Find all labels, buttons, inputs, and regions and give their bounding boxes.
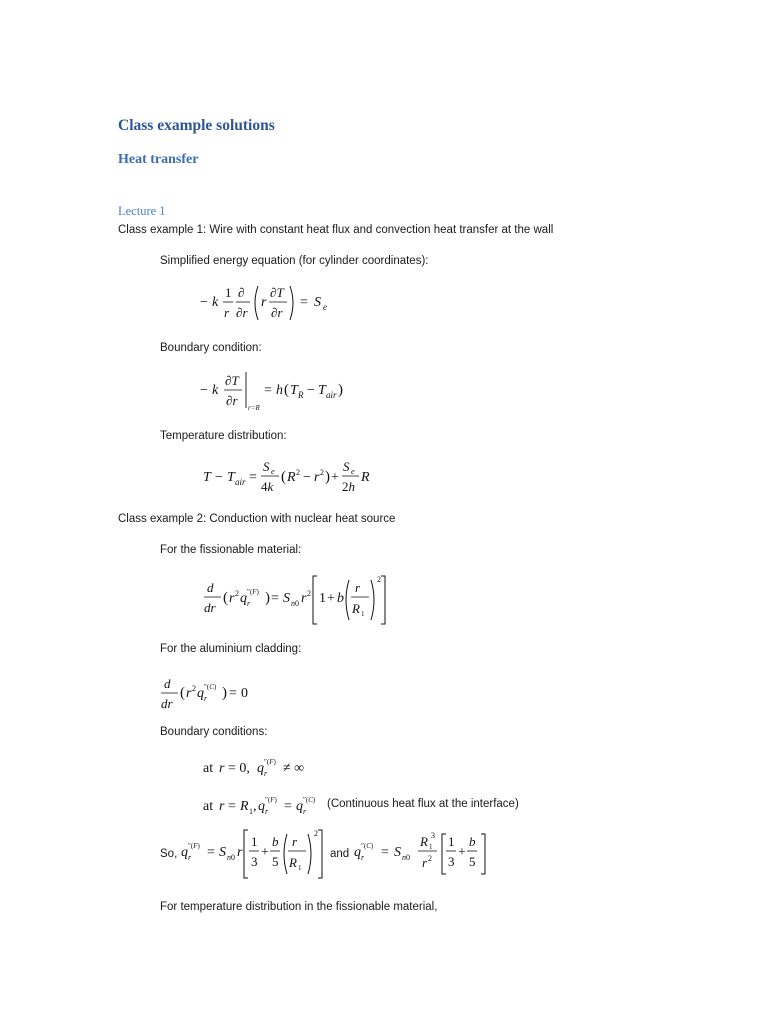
- svg-text:b: b: [272, 834, 279, 849]
- and-label: and: [330, 848, 350, 860]
- svg-text:1: 1: [319, 591, 326, 606]
- svg-text:b: b: [337, 591, 344, 606]
- svg-text:r: r: [247, 599, 251, 608]
- svg-text:2: 2: [314, 829, 318, 838]
- svg-text:5: 5: [469, 854, 476, 869]
- svg-text:air: air: [326, 390, 337, 400]
- svg-text:″(F): ″(F): [188, 842, 200, 850]
- svg-text:R: R: [352, 601, 360, 616]
- boundary-condition-label: Boundary condition:: [160, 342, 262, 354]
- temperature-distribution-equation: [203, 455, 383, 505]
- svg-text:dr: dr: [161, 696, 173, 711]
- svg-text:+: +: [261, 845, 269, 860]
- svg-text:∂T: ∂T: [270, 285, 284, 300]
- svg-text:−: −: [215, 470, 223, 485]
- svg-text:): ): [325, 469, 330, 485]
- svg-text:q: q: [240, 591, 247, 606]
- heat-flux-cladding-solution: [354, 826, 494, 882]
- svg-text:r: r: [229, 591, 235, 606]
- svg-text:1: 1: [361, 610, 365, 618]
- svg-text:R: R: [298, 390, 304, 400]
- svg-text:S: S: [219, 845, 226, 860]
- svg-text:=: =: [381, 845, 389, 860]
- svg-text:1: 1: [249, 807, 253, 816]
- svg-text:2: 2: [377, 575, 381, 584]
- energy-equation-label: Simplified energy equation (for cylinder coordinates):: [160, 255, 429, 267]
- svg-text:S: S: [343, 459, 350, 474]
- svg-text:+: +: [458, 845, 466, 860]
- svg-text:0: 0: [241, 686, 248, 701]
- svg-text:b: b: [469, 834, 476, 849]
- example-2-title: Class example 2: Conduction with nuclear heat source: [118, 513, 396, 525]
- svg-text:+: +: [331, 470, 339, 485]
- svg-text:T: T: [227, 470, 235, 485]
- svg-text:″(C): ″(C): [204, 683, 217, 691]
- svg-text:−: −: [303, 470, 311, 485]
- example-1-title: Class example 1: Wire with constant heat flux and convection heat transfer at the wall: [118, 224, 554, 236]
- svg-text:∂r: ∂r: [271, 305, 283, 320]
- section-heading: Heat transfer: [118, 152, 199, 167]
- svg-text:q: q: [354, 845, 361, 860]
- svg-text:n0: n0: [402, 853, 410, 862]
- svg-text:e: e: [351, 467, 355, 476]
- svg-text:T: T: [318, 383, 326, 398]
- svg-text:2: 2: [296, 468, 300, 477]
- svg-text:2: 2: [192, 684, 196, 693]
- svg-text:T: T: [290, 383, 298, 398]
- svg-text:″(F): ″(F): [247, 588, 259, 596]
- svg-text:n0: n0: [291, 599, 299, 608]
- svg-text:+: +: [327, 591, 335, 606]
- fissionable-material-label: For the fissionable material:: [160, 544, 302, 556]
- svg-text:q: q: [197, 686, 204, 701]
- svg-text:=: =: [249, 470, 257, 485]
- svg-text:S: S: [283, 591, 290, 606]
- boundary-condition-1: [203, 754, 313, 778]
- svg-text:(: (: [281, 469, 286, 485]
- svg-text:R: R: [240, 799, 249, 814]
- heat-flux-fissionable-solution: [179, 826, 329, 882]
- svg-text:e: e: [271, 467, 275, 476]
- svg-text:−: −: [200, 383, 208, 398]
- svg-text:≠ ∞: ≠ ∞: [283, 761, 305, 776]
- svg-text:r: r: [355, 580, 361, 595]
- svg-text:r: r: [188, 853, 192, 862]
- svg-text:n0: n0: [227, 853, 235, 862]
- svg-text:=: =: [207, 845, 215, 860]
- svg-text:k: k: [212, 295, 219, 310]
- svg-text:r: r: [224, 305, 230, 320]
- svg-text:−: −: [307, 383, 315, 398]
- so-label: So,: [160, 848, 178, 860]
- svg-text:=: =: [271, 591, 279, 606]
- svg-text:(: (: [223, 590, 228, 606]
- svg-text:h: h: [276, 383, 283, 398]
- aluminium-cladding-label: For the aluminium cladding:: [160, 643, 302, 655]
- temperature-distribution-fissionable-label: For temperature distribution in the fissionable material,: [160, 901, 438, 913]
- svg-text:2h: 2h: [342, 479, 355, 494]
- svg-text:2: 2: [307, 589, 311, 598]
- svg-text:4k: 4k: [261, 479, 274, 494]
- boundary-conditions-label: Boundary conditions:: [160, 726, 268, 738]
- svg-text:q: q: [296, 799, 303, 814]
- svg-text:=: =: [229, 686, 237, 701]
- svg-text:r: r: [361, 853, 365, 862]
- svg-text:S: S: [263, 459, 270, 474]
- svg-text:=: =: [264, 383, 272, 398]
- svg-text:3: 3: [251, 854, 258, 869]
- svg-text:″(F): ″(F): [264, 758, 276, 766]
- svg-text:= 0,: = 0,: [228, 761, 250, 776]
- svg-text:r: r: [186, 686, 192, 701]
- svg-text:R: R: [420, 834, 428, 849]
- svg-text:r: r: [422, 855, 428, 870]
- boundary-condition-equation: [200, 366, 360, 416]
- svg-text:(: (: [180, 685, 185, 701]
- svg-text:at: at: [203, 761, 214, 776]
- svg-text:,: ,: [253, 799, 257, 814]
- svg-text:e: e: [323, 302, 327, 312]
- svg-text:2: 2: [320, 468, 324, 477]
- svg-text:): ): [265, 590, 270, 606]
- svg-text:at: at: [203, 799, 214, 814]
- svg-text:r: r: [265, 807, 269, 816]
- svg-text:1: 1: [251, 834, 258, 849]
- subsection-heading: Lecture 1: [118, 204, 166, 218]
- svg-text:R: R: [287, 470, 296, 485]
- svg-text:): ): [338, 382, 343, 398]
- svg-text:″(F): ″(F): [265, 796, 277, 804]
- svg-text:q: q: [258, 799, 265, 814]
- svg-text:r: r: [314, 470, 320, 485]
- boundary-condition-2: [203, 792, 328, 816]
- svg-text:r=R: r=R: [248, 404, 260, 412]
- svg-text:r: r: [292, 834, 298, 849]
- svg-text:=: =: [300, 295, 308, 310]
- aluminium-cladding-equation: [160, 670, 260, 714]
- continuous-heat-flux-note: (Continuous heat flux at the interface): [327, 798, 519, 810]
- svg-text:″(C): ″(C): [361, 842, 374, 850]
- svg-text:3: 3: [431, 831, 435, 840]
- svg-text:r: r: [237, 845, 243, 860]
- svg-text:S: S: [314, 295, 321, 310]
- svg-text:∂T: ∂T: [225, 373, 239, 388]
- svg-text:d: d: [164, 676, 171, 691]
- svg-text:∂: ∂: [238, 285, 245, 300]
- svg-text:r: r: [219, 799, 225, 814]
- svg-text:r: r: [264, 769, 268, 778]
- energy-equation: [200, 278, 360, 328]
- svg-text:(: (: [284, 382, 289, 398]
- svg-text:1: 1: [429, 843, 433, 851]
- fissionable-material-equation: [203, 572, 393, 628]
- svg-text:2: 2: [235, 589, 239, 598]
- svg-text:1: 1: [298, 864, 302, 872]
- svg-text:R: R: [361, 470, 370, 485]
- document-title: Class example solutions: [118, 117, 275, 134]
- svg-text:=: =: [228, 799, 236, 814]
- svg-text:∂r: ∂r: [226, 393, 238, 408]
- svg-text:d: d: [207, 580, 214, 595]
- svg-text:∂r: ∂r: [236, 305, 248, 320]
- svg-text:r: r: [261, 295, 267, 310]
- svg-text:): ): [222, 685, 227, 701]
- svg-text:T: T: [203, 470, 211, 485]
- svg-text:q: q: [257, 761, 264, 776]
- svg-text:r: r: [303, 807, 307, 816]
- svg-text:air: air: [235, 477, 246, 487]
- svg-text:r: r: [204, 694, 208, 703]
- svg-text:q: q: [181, 845, 188, 860]
- svg-text:r: r: [301, 591, 307, 606]
- svg-text:=: =: [284, 799, 292, 814]
- svg-text:S: S: [394, 845, 401, 860]
- svg-text:3: 3: [448, 854, 455, 869]
- svg-text:−: −: [200, 295, 208, 310]
- svg-text:1: 1: [225, 285, 232, 300]
- svg-text:dr: dr: [204, 600, 216, 615]
- svg-text:k: k: [212, 383, 219, 398]
- temperature-distribution-label: Temperature distribution:: [160, 430, 287, 442]
- svg-text:2: 2: [428, 854, 432, 863]
- svg-text:1: 1: [448, 834, 455, 849]
- svg-text:r: r: [219, 761, 225, 776]
- svg-text:R: R: [289, 855, 297, 870]
- svg-text:″(C): ″(C): [303, 796, 316, 804]
- svg-text:5: 5: [272, 854, 279, 869]
